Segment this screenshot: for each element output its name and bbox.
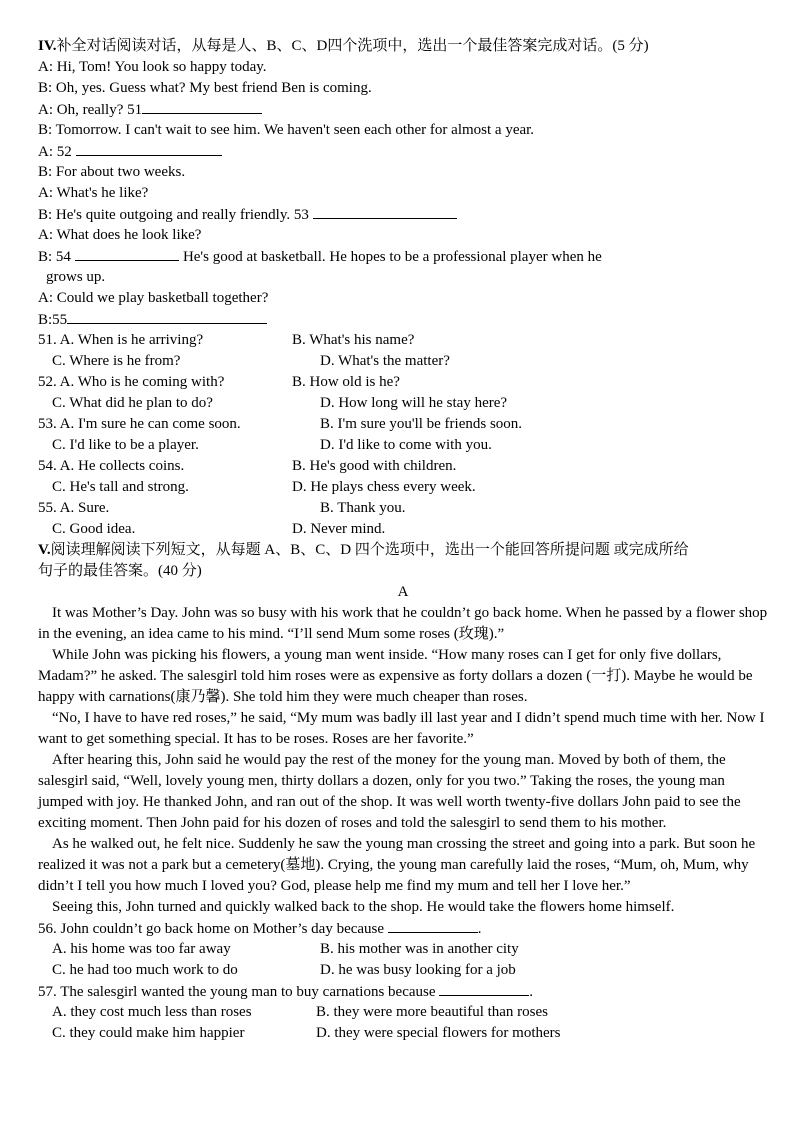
option-a[interactable]: 51. A. When is he arriving?: [38, 332, 204, 348]
question-stem: 57. The salesgirl wanted the young man to buy carnations because: [38, 984, 436, 1000]
option-d[interactable]: D. they were special flowers for mothers: [316, 1025, 561, 1041]
passage: [38, 603, 768, 918]
option-a[interactable]: 55. A. Sure.: [38, 500, 110, 516]
answer-blank[interactable]: [439, 981, 529, 996]
option-group-52: [38, 372, 768, 414]
section-5-label: V.: [38, 542, 51, 558]
dialogue-line: A: Hi, Tom! You look so happy today.: [38, 59, 267, 75]
option-b[interactable]: B. they were more beautiful than roses: [316, 1004, 549, 1020]
dialogue-line: B: Oh, yes. Guess what? My best friend Ben is coming.: [38, 80, 372, 96]
option-group-54: [38, 456, 768, 498]
dialogue-text: B: He's quite outgoing and really friendly. 53: [38, 207, 309, 223]
dialogue-text: B:55: [38, 312, 68, 328]
answer-blank[interactable]: [75, 246, 179, 261]
dialogue-line: B: Tomorrow. I can't wait to see him. We haven't seen each other for almost a year.: [38, 122, 535, 138]
option-c[interactable]: C. What did he plan to do?: [52, 395, 213, 411]
section-4-label: IV.: [38, 38, 57, 54]
dialogue-line: A: Could we play basketball together?: [38, 290, 269, 306]
option-c[interactable]: C. they could make him happier: [52, 1025, 245, 1041]
option-b[interactable]: B. How old is he?: [292, 374, 400, 390]
dialogue-text: A: Oh, really? 51: [38, 102, 143, 118]
option-c[interactable]: C. Good idea.: [52, 521, 136, 537]
question-end: .: [477, 921, 482, 937]
question-stem: 56. John couldn’t go back home on Mother’s day because: [38, 921, 385, 937]
option-d[interactable]: D. I'd like to come with you.: [320, 437, 492, 453]
option-c[interactable]: C. Where is he from?: [52, 353, 181, 369]
dialogue-line: [38, 246, 768, 267]
answer-blank[interactable]: [142, 99, 262, 114]
option-b[interactable]: B. He's good with children.: [292, 458, 457, 474]
option-a[interactable]: 53. A. I'm sure he can come soon.: [38, 416, 241, 432]
option-d[interactable]: D. he was busy looking for a job: [320, 962, 516, 978]
passage-paragraph: After hearing this, John said he would pay the rest of the money for the young man. Moved by both of them, the salesgirl said, “Well, lovely young men, thirty dollars a dozen, only for you two.” Taking the roses, the young man jumped with joy. He thanked John, and ran out of the shop. It was well worth twenty-five dollars John paid to see the exciting moment. Then John paid for his dozen of roses and told the salesgirl to send them to his mother.: [38, 752, 741, 831]
passage-paragraph: As he walked out, he felt nice. Suddenly he saw the young man crossing the street and going into a park. But soon he realized it was not a park but a cemetery(墓地). Crying, the young man carefully laid the roses, “Mum, oh, Mum, why didn’t I tell you how much I loved you? God, please help me find my mum and tell her I love her.”: [38, 836, 756, 894]
option-a[interactable]: 52. A. Who is he coming with?: [38, 374, 225, 390]
dialogue-line: [38, 99, 768, 120]
dialogue-text: A: 52: [38, 144, 72, 160]
option-d[interactable]: D. What's the matter?: [320, 353, 450, 369]
passage-paragraph: Seeing this, John turned and quickly walked back to the shop. He would take the flowers home himself.: [52, 899, 675, 915]
dialogue-line: [38, 204, 768, 225]
answer-blank[interactable]: [76, 141, 222, 156]
passage-paragraph: “No, I have to have red roses,” he said, “My mum was badly ill last year and I didn’t spend much time with her. Now I want to get something special. It has to be roses. Roses are her favorite.”: [38, 710, 765, 747]
dialogue-line: [38, 141, 768, 162]
dialogue-line: A: What's he like?: [38, 185, 149, 201]
option-group-51: [38, 330, 768, 372]
option-b[interactable]: B. his mother was in another city: [320, 941, 519, 957]
answer-blank[interactable]: [67, 309, 267, 324]
option-a[interactable]: 54. A. He collects coins.: [38, 458, 185, 474]
option-c[interactable]: C. He's tall and strong.: [52, 479, 189, 495]
option-a[interactable]: A. his home was too far away: [52, 941, 231, 957]
question-end: .: [529, 984, 534, 1000]
dialogue-line: [38, 309, 768, 330]
question-56: [38, 918, 768, 981]
option-b[interactable]: B. What's his name?: [292, 332, 415, 348]
section-5-instruction-cont: 句子的最佳答案。(40 分): [38, 563, 202, 579]
section-5-instruction: 阅读理解阅读下列短文，从每题 A、B、C、D 四个选项中，选出一个能回答所提问题 或完成所给: [50, 542, 689, 558]
dialogue-line: B: For about two weeks.: [38, 164, 186, 180]
option-d[interactable]: D. Never mind.: [292, 521, 386, 537]
option-group-53: [38, 414, 768, 456]
answer-blank[interactable]: [313, 204, 457, 219]
dialogue-line: grows up.: [46, 269, 106, 285]
section-5-heading: [38, 540, 768, 561]
dialogue-line: A: What does he look like?: [38, 227, 202, 243]
passage-label: A: [397, 584, 409, 600]
option-c[interactable]: C. he had too much work to do: [52, 962, 238, 978]
section-4-heading: [38, 36, 768, 57]
section-4-instruction: 补全对话阅读对话，从每是人、B、C、D四个洗项中，选出一个最佳答案完成对话。(5 分): [56, 38, 649, 54]
option-c[interactable]: C. I'd like to be a player.: [52, 437, 199, 453]
passage-paragraph: While John was picking his flowers, a young man went inside. “How many roses can I get for only five dollars, Madam?” he asked. The salesgirl told him roses were as expensive as forty dollars a dozen (一打). Maybe he would be happy with carnations(康乃馨). She told him they were much cheaper than roses.: [38, 647, 753, 705]
option-d[interactable]: D. How long will he stay here?: [320, 395, 508, 411]
option-b[interactable]: B. Thank you.: [320, 500, 406, 516]
option-group-55: [38, 498, 768, 540]
dialogue-text: B: 54: [38, 249, 71, 265]
question-57: [38, 981, 768, 1044]
answer-blank[interactable]: [388, 918, 478, 933]
dialogue-text: He's good at basketball. He hopes to be a professional player when he: [182, 249, 602, 265]
option-a[interactable]: A. they cost much less than roses: [52, 1004, 252, 1020]
option-b[interactable]: B. I'm sure you'll be friends soon.: [320, 416, 523, 432]
option-d[interactable]: D. He plays chess every week.: [292, 479, 476, 495]
exam-page: [38, 36, 768, 1044]
passage-paragraph: It was Mother’s Day. John was so busy with his work that he couldn’t go back home. When he passed by a flower shop in the evening, an idea came to his mind. “I’ll send Mum some roses (玫瑰).”: [38, 605, 768, 642]
